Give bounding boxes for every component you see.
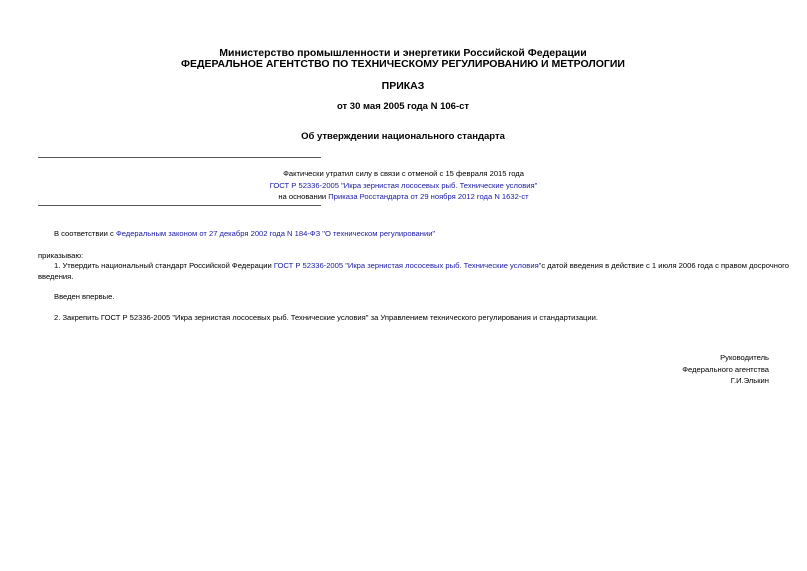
- divider-top: [38, 157, 321, 158]
- paragraph-first-introduced: Введен впервые.: [54, 292, 115, 301]
- paragraph-basis: [54, 228, 435, 239]
- signature-block: [682, 352, 769, 387]
- signature-title-2: Федерального агентства: [682, 364, 769, 374]
- paragraph-item-1: [54, 260, 789, 271]
- notice-order-link[interactable]: Приказа Росстандарта от 29 ноября 2012 года N 1632-ст: [328, 192, 529, 201]
- standard-link[interactable]: ГОСТ Р 52336-2005 "Икра зернистая лососевых рыб. Технические условия": [273, 261, 542, 270]
- signature-name: Г.И.Элькин: [730, 376, 769, 385]
- paragraph-item-2: 2. Закрепить ГОСТ Р 52336-2005 "Икра зернистая лососевых рыб. Технические условия" за Управлением технического регулирования и стандартизации.: [54, 313, 599, 322]
- agency-name: ФЕДЕРАЛЬНОЕ АГЕНТСТВО ПО ТЕХНИЧЕСКОМУ РЕГУЛИРОВАНИЮ И МЕТРОЛОГИИ: [181, 58, 625, 70]
- document-type: ПРИКАЗ: [381, 80, 425, 92]
- paragraph-order: приказываю:: [38, 251, 84, 260]
- item-1-suffix: с датой введения в действие с 1 июля 2006 года с правом досрочного: [541, 261, 789, 270]
- document-subject: Об утверждении национального стандарта: [301, 131, 505, 142]
- signature-title-1: Руководитель: [720, 353, 769, 362]
- notice-standard-link[interactable]: ГОСТ Р 52336-2005 "Икра зернистая лососевых рыб. Технические условия": [269, 180, 538, 190]
- federal-law-link[interactable]: Федеральным законом от 27 декабря 2002 года N 184-ФЗ "О техническом регулировании": [115, 229, 436, 238]
- document-date: от 30 мая 2005 года N 106-ст: [336, 101, 470, 112]
- paragraph-item-1-cont: введения.: [38, 272, 74, 281]
- status-notice: [200, 168, 607, 203]
- ministry-name: Министерство промышленности и энергетики Российской Федерации: [219, 47, 587, 59]
- divider-bottom: [38, 205, 321, 206]
- item-1-prefix: 1. Утвердить национальный стандарт Российской Федерации: [54, 261, 274, 270]
- notice-basis-prefix: на основании: [278, 192, 329, 201]
- notice-line-1: Фактически утратил силу в связи с отменой с 15 февраля 2015 года: [283, 169, 524, 178]
- basis-prefix: В соответствии с: [54, 229, 116, 238]
